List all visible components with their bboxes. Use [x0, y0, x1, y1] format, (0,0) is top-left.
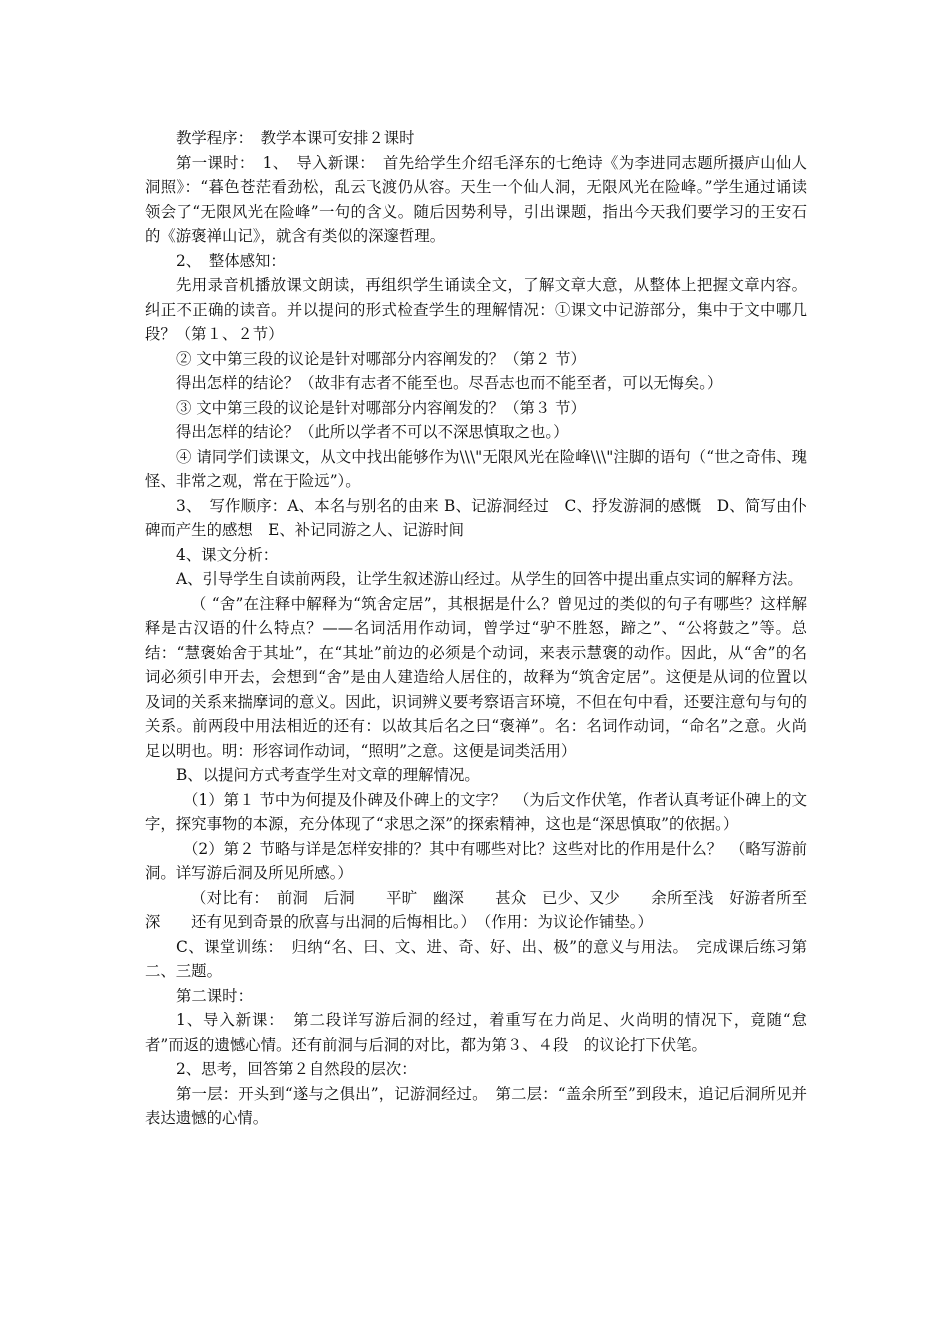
paragraph-second-lesson-heading: 第二课时： — [176, 986, 253, 1005]
paragraph-think-question: 2、思考，回答第２自然段的层次： — [176, 1060, 417, 1078]
paragraph-question-b1: （1）第１ 节中为何提及仆碑及仆碑上的文字？ （为后文作伏笔，作者认真考证仆碑上的文字，探究事物的本源，充分体现了“求思之深”的探索精神，这也是“深思慎取”的依据。） — [145, 790, 807, 833]
paragraph-text-analysis-heading: 4、课文分析： — [176, 545, 279, 564]
paragraph-second-lesson-intro: 1、导入新课： 第二段详写游后洞的经过，着重写在力尚足、火尚明的情况下，竟随“怠者”而返的遗憾心情。还有前洞与后洞的对比，都为第３、４段 的议论打下伏笔。 — [145, 1011, 807, 1054]
paragraph-contrast: （对比有： 前洞 后洞 平旷 幽深 甚众 已少、又少 余所至浅 好游者所至深 还有见到奇景的欣喜与出洞的后悔相比。） （作用：为议论作铺垫。） — [145, 888, 807, 931]
paragraph-overall-perception-heading: 2、 整体感知： — [176, 251, 286, 270]
paragraph-conclusion-3: 得出怎样的结论？（此所以学者不可以不深思慎取之也。） — [176, 423, 569, 441]
paragraph-she-explanation: （ “舍”在注释中解释为“筑舍定居”，其根据是什么？曾见过的类似的句子有哪些？这样解释是古汉语的什么特点？——名词活用作动词，曾学过“驴不胜怒，蹄之”、“公将鼓之”等。总结：“慧褒始舍于其址”，在“其址”前边的必须是个动词，来表示慧褒的动作。因此，从“舍”的名词必须引申开去，会想到“舍”是由人建造给人居住的，故释为“筑舍定居”。这便是从词的位置以及词的关系来揣摩词的意义。因此，识词辨义要考察语言环境，不但在句中看，还要注意句与句的关系。前两段中用法相近的还有：以故其后名之曰“褒禅”。名：名词作动词，“命名”之意。火尚足以明也。明：形容词作动词，“照明”之意。这便是词类活用） — [145, 594, 807, 760]
paragraph-analysis-b: B、以提问方式考查学生对文章的理解情况。 — [176, 766, 480, 784]
paragraph-writing-order: 3、 写作顺序：A、本名与别名的由来 B、记游洞经过 C、抒发游洞的感慨 D、简写由仆碑而产生的感想 E、补记同游之人、记游时间 — [145, 496, 807, 539]
document-page — [145, 126, 807, 1131]
paragraph-question-3: ③ 文中第三段的议论是针对哪部分内容阐发的？（第３ 节） — [176, 398, 586, 417]
paragraph-question-b2: （2）第２ 节略与详是怎样安排的？其中有哪些对比？这些对比的作用是什么？ （略写游前洞。详写游后洞及所见所感。） — [145, 839, 807, 882]
paragraph-conclusion-2: 得出怎样的结论？（故非有志者不能至也。尽吾志也而不能至者，可以无悔矣。） — [176, 374, 723, 392]
paragraph-question-4: ④ 请同学们读课文，从文中找出能够作为\\\"无限风光在险峰\\\"注脚的语句（“世之奇伟、瑰怪、非常之观，常在于险远”）。 — [145, 447, 807, 490]
paragraph-overall-perception: 先用录音机播放课文朗读，再组织学生诵读全文，了解文章大意，从整体上把握文章内容。纠正不正确的读音。并以提问的形式检查学生的理解情况：①课文中记游部分，集中于文中哪几段？（第１、２节） — [145, 276, 807, 343]
paragraph-analysis-a: A、引导学生自读前两段，让学生叙述游山经过。从学生的回答中提出重点实词的解释方法。 — [176, 570, 803, 588]
paragraph-first-lesson-intro: 第一课时： 1、 导入新课： 首先给学生介绍毛泽东的七绝诗《为李进同志题所摄庐山仙人洞照》：“暮色苍茫看劲松，乱云飞渡仍从容。天生一个仙人洞，无限风光在险峰。”学生通过诵读领会了“无限风光在险峰”一句的含义。随后因势利导，引出课题，指出今天我们要学习的王安石的《游褒禅山记》，就含有类似的深邃哲理。 — [145, 153, 807, 245]
paragraph-teaching-procedure: 教学程序： 教学本课可安排２课时 — [176, 129, 415, 147]
paragraph-question-2: ② 文中第三段的议论是针对哪部分内容阐发的？（第２ 节） — [176, 349, 586, 368]
paragraph-classroom-training: C、课堂训练： 归纳“名、曰、文、进、奇、好、出、极”的意义与用法。 完成课后练习第二、三题。 — [145, 937, 807, 980]
paragraph-layers: 第一层：开头到“遂与之俱出”，记游洞经过。 第二层：“盖余所至”到段末，追记后洞所见并表达遗憾的心情。 — [145, 1084, 807, 1127]
